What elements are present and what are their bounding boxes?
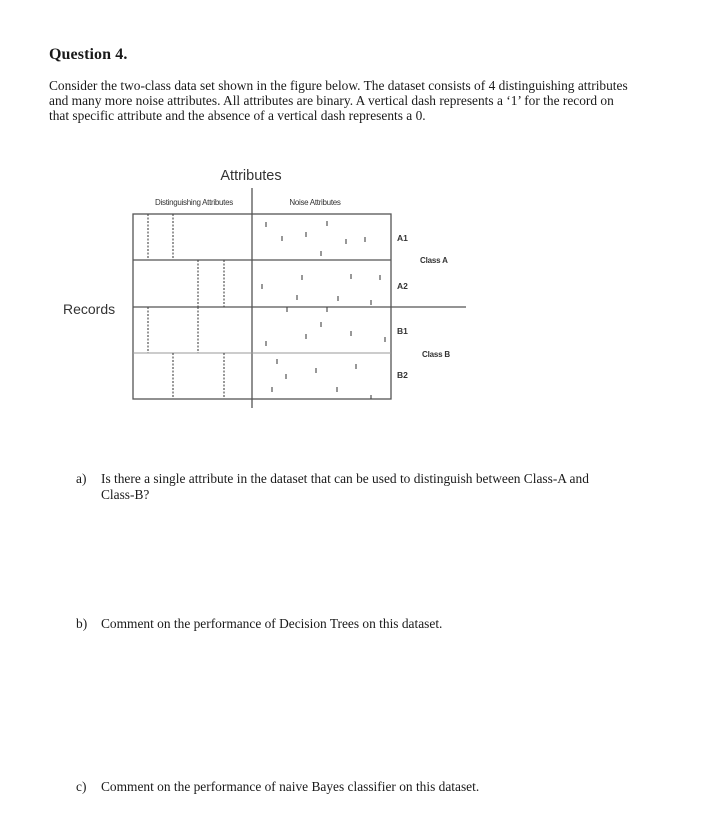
subquestion-text [101, 779, 701, 795]
question-intro [49, 78, 709, 123]
question-title: Question 4. [49, 46, 128, 63]
row-label-a2: A2 [397, 281, 408, 291]
subquestion-text [101, 616, 701, 632]
row-label-b1: B1 [397, 326, 408, 336]
subquestion-text [101, 471, 701, 503]
header-distinguishing: Distinguishing Attributes [155, 198, 233, 207]
intro-line: that specific attribute and the absence of a vertical dash represents a 0. [49, 108, 426, 123]
figure-title: Attributes [220, 168, 282, 184]
intro-line: and many more noise attributes. All attributes are binary. A vertical dash represents a ‘1’ for the record on [49, 93, 614, 108]
distinguishing-dashes [148, 214, 224, 399]
row-label-b2: B2 [397, 370, 408, 380]
subquestion-line: Comment on the performance of Decision Trees on this dataset. [101, 616, 443, 631]
noise-ticks [262, 221, 385, 399]
subquestion-label: c) [76, 779, 87, 794]
subquestion-line: Is there a single attribute in the dataset that can be used to distinguish between Class-A and [101, 471, 589, 486]
subquestion-label: b) [76, 616, 88, 631]
header-noise: Noise Attributes [289, 198, 341, 207]
class-label-a: Class A [420, 256, 448, 265]
subquestion-line: Comment on the performance of naive Bayes classifier on this dataset. [101, 779, 480, 794]
row-label-a1: A1 [397, 233, 408, 243]
intro-line: Consider the two-class data set shown in the figure below. The dataset consists of 4 distinguishing attributes [49, 78, 628, 93]
records-box [133, 214, 391, 399]
subquestion-line: Class-B? [101, 487, 150, 502]
subquestion-label: a) [76, 471, 87, 486]
records-label: Records [63, 301, 116, 317]
class-label-b: Class B [422, 350, 450, 359]
